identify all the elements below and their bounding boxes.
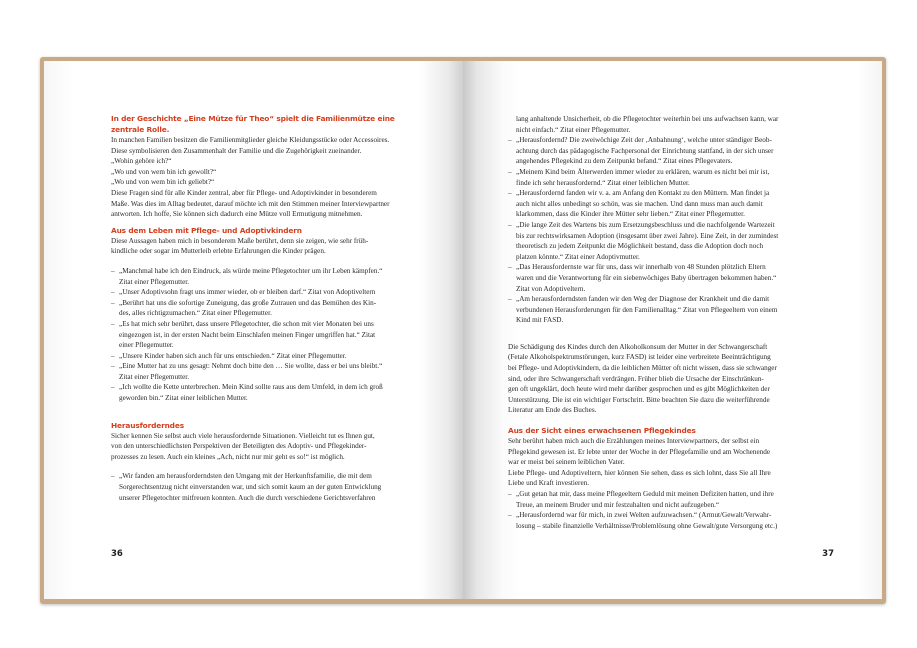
quote-line: Treue, an meinem Bruder und mir festzuhalten und nicht aufzugeben.“	[516, 500, 720, 509]
intro-line: „Wohin gehöre ich?“	[111, 157, 172, 166]
paragraph-line: prozesses zu lesen. Auch ein kleines „Ach, nicht nur mir geht es so!“ ist möglich.	[111, 452, 345, 461]
right-page-content	[508, 114, 826, 531]
quote-line: angehendes Pflegekind zu dem Zeitpunkt befand.“ Zitat eines Pflegevaters.	[516, 157, 733, 166]
quote-item: – „Herausfordernd fanden wir v. a. am Anfang den Kontakt zu den Müttern. Man findet ja auch nicht alles unbedingt so schön, was sie machen. Und dann muss man auch damit klarkommen, dass die Kinder ihre Mütter sehr lieben.“ Zitat einer Pflegemutter.	[508, 188, 826, 220]
quote-item: – „Herausfordernd? Die zweiwöchige Zeit der ‚Anbahnung‘, welche unter ständiger Beob- achtung durch das pädagogische Fachpersonal der Einrichtung stattfand, in der sich unser angehendes Pflegekind zu dem Zeitpunkt befand.“ Zitat eines Pflegevaters.	[508, 135, 826, 167]
section-heading-pflegekind: Aus der Sicht eines erwachsenen Pflegekindes	[508, 426, 696, 436]
quote-line: eingezogen ist, in der ersten Nacht beim Einschlafen meinen Finger umgriffen hat.“ Zitat	[119, 330, 376, 339]
quote-line: „Es hat mich sehr berührt, dass unsere Pflegetochter, die schon mit vier Monaten bei uns	[119, 319, 374, 328]
quote-line: lang anhaltende Unsicherheit, ob die Pflegetochter weiterhin bei uns aufwachsen kann, war	[516, 115, 779, 123]
quote-line: einer Pflegemutter.	[119, 341, 174, 350]
paragraph-line: gen oft ungeklärt, doch heute wird mehr darüber gesprochen und es gibt Möglichkeiten der	[508, 385, 770, 394]
paragraph-line: kindliche oder sogar im Mutterleib erlebte Erfahrungen die Kinder prägen.	[111, 247, 326, 256]
quote-item: – „Das Herausfordernste war für uns, dass wir innerhalb von 48 Stunden plötzlich Eltern waren und die Verantwortung für ein siebenwöchiges Baby übertragen bekommen haben.“ Zitat von Adoptiveltern.	[508, 262, 826, 294]
quote-line: Kind mit FASD.	[516, 316, 564, 325]
quote-line: „Herausfordernd war für mich, in zwei Welten aufzuwachsen.“ (Armut/Gewalt/Verwahr-	[516, 511, 772, 520]
quote-line: platzen könnte.“ Zitat einer Adoptivmutter.	[516, 252, 640, 261]
paragraph-line: Die Schädigung des Kindes durch den Alkoholkonsum der Mutter in der Schwangerschaft	[508, 342, 768, 351]
quote-item: – „Wir fanden am herausforderndsten den Umgang mit der Herkunftsfamilie, die mit dem Sorgerechtsentzug nicht einverstanden war, und sich somit kaum an der guten Entwicklung unserer Pflegetochter mitfreuen konnten. Auch die durch verschiedene Gerichtsverfahren	[111, 471, 423, 503]
quote-line: Zitat von Adoptiveltern.	[516, 284, 586, 293]
intro-line: Diese symbolisieren den Zusammenhalt der Familie und die Zugehörigkeit zueinander.	[111, 146, 362, 155]
right-page	[463, 61, 882, 599]
quote-line: achtung durch das pädagogische Fachpersonal der Einrichtung stattfand, in der sich unser	[516, 146, 774, 155]
paragraph-line: bei Pflege- und Adoptivkindern, da die leiblichen Mütter oft nicht wissen, dass sie schwanger	[508, 364, 777, 373]
quote-line: geworden bin.“ Zitat einer leiblichen Mutter.	[119, 394, 248, 403]
paragraph-line: sind, oder ihre Schwangerschaft verdrängen. Früher blieb die Ursache der Einschränkun-	[508, 374, 764, 383]
quote-line: verbundenen Herausforderungen für den Familienalltag.“ Zitat von Pflegeeltern von einem	[516, 305, 778, 314]
section-heading-leben: Aus dem Leben mit Pflege- und Adoptivkindern	[111, 225, 302, 235]
intro-line: Diese Fragen sind für alle Kinder zentral, aber für Pflege- und Adoptivkinder in besonderem	[111, 188, 377, 197]
open-book	[40, 57, 886, 604]
quote-item: – „Unser Adoptivsohn fragt uns immer wieder, ob er bleiben darf.“ Zitat von Adoptiveltern	[111, 287, 423, 298]
left-page	[44, 61, 463, 599]
quote-line: „Eine Mutter hat zu uns gesagt: Nehmt doch bitte den … Sie wollte, dass er bei uns bleibt.“	[119, 362, 383, 371]
section-heading-theo: In der Geschichte „Eine Mütze für Theo“ spielt die Familienmütze eine zentrale Rolle.	[111, 114, 395, 134]
quote-line: klarkommen, dass die Kinder ihre Mütter sehr lieben.“ Zitat einer Pflegemutter.	[516, 210, 745, 219]
quote-line: losung – stabile finanzielle Verhältnisse/Problemlösung ohne Gewalt/gute Versorgung etc.)	[516, 521, 778, 530]
paragraph-line: Pflegekind gewesen ist. Er lebte unter der Woche in der Pflegefamilie und am Wochenende	[508, 447, 771, 456]
quote-line: bis zur rechtswirksamen Adoption (insgesamt über zwei Jahre). Eine Zeit, in der zumindest	[516, 231, 779, 240]
quote-item: – „Es hat mich sehr berührt, dass unsere Pflegetochter, die schon mit vier Monaten bei uns eingezogen ist, in der ersten Nacht beim Einschlafen meinen Finger umgriffen hat.“ Zitat einer Pflegemutter.	[111, 319, 423, 351]
quote-item: – „Die lange Zeit des Wartens bis zum Ersetzungsbeschluss und die nachfolgende Wartezeit bis zur rechtswirksamen Adoption (insgesamt über zwei Jahre). Eine Zeit, in der zumindest theoretisch zu jedem Zeitpunkt die Möglichkeit bestand, dass die Adoption doch noch platzen könnte.“ Zitat einer Adoptivmutter.	[508, 220, 826, 262]
paragraph-line: Diese Aussagen haben mich in besonderem Maße berührt, denn sie zeigen, wie sehr früh-	[111, 236, 369, 245]
quote-line: „Das Herausfordernste war für uns, dass wir innerhalb von 48 Stunden plötzlich Eltern	[516, 263, 766, 272]
intro-line: Maße. Was dies im Alltag bedeutet, darauf möchte ich mit den Stimmen meiner Interviewpartner	[111, 199, 390, 208]
page-number-right: 37	[822, 549, 834, 559]
quote-line: finde ich sehr herausfordernd.“ Zitat einer leiblichen Mutter.	[516, 178, 690, 187]
quote-line: „Herausfordernd? Die zweiwöchige Zeit der ‚Anbahnung‘, welche unter ständiger Beob-	[516, 136, 772, 145]
quote-item: – „Unsere Kinder haben sich auch für uns entschieden.“ Zitat einer Pflegemutter.	[111, 351, 423, 362]
quote-line: „Die lange Zeit des Wartens bis zum Ersetzungsbeschluss und die nachfolgende Wartezeit	[516, 220, 775, 229]
quote-item: – „Ich wollte die Kette unterbrechen. Mein Kind sollte raus aus dem Umfeld, in dem ich groß geworden bin.“ Zitat einer leiblichen Mutter.	[111, 382, 423, 403]
intro-line: antworten. Ich hoffe, Sie können sich dadurch eine Mütze voll Ermutigung mitnehmen.	[111, 210, 363, 219]
quote-line: nicht einfach.“ Zitat einer Pflegemutter.	[516, 125, 631, 134]
quote-line: „Am herausforderndsten fanden wir den Weg der Diagnose der Krankheit und die damit	[516, 295, 770, 304]
quote-line: theoretisch zu jedem Zeitpunkt die Möglichkeit bestand, dass die Adoption doch noch	[516, 242, 764, 251]
quote-line: „Manchmal habe ich den Eindruck, als würde meine Pflegetochter um ihr Leben kämpfen.“	[119, 266, 383, 275]
quote-line: „Gut getan hat mir, dass meine Pflegeeltern Geduld mit meinen Defiziten hatten, und ihre	[516, 490, 774, 498]
quote-line: „Ich wollte die Kette unterbrechen. Mein Kind sollte raus aus dem Umfeld, in dem ich groß	[119, 383, 383, 392]
paragraph-line: war er meist bei seinem leiblichen Vater.	[508, 458, 625, 467]
paragraph-line: Sicher kennen Sie selbst auch viele herausfordernde Situationen. Vielleicht tut es Ihnen gut,	[111, 431, 375, 440]
quote-line: „Herausfordernd fanden wir v. a. am Anfang den Kontakt zu den Müttern. Man findet ja	[516, 189, 770, 198]
paragraph-line: Sehr berührt haben mich auch die Erzählungen meines Interviewpartners, der selbst ein	[508, 437, 760, 446]
paragraph-line: Liebe Pflege- und Adoptiveltern, hier können Sie sehen, dass es sich lohnt, dass Sie all Ihre	[508, 468, 771, 477]
quote-continuation	[508, 114, 826, 135]
quote-line: waren und die Verantwortung für ein siebenwöchiges Baby übertragen bekommen haben.“	[516, 273, 777, 282]
intro-line: „Wo und von wem bin ich geliebt?“	[111, 178, 215, 187]
quote-line: „Unsere Kinder haben sich auch für uns entschieden.“ Zitat einer Pflegemutter.	[119, 351, 347, 360]
quote-line: unserer Pflegetochter mitfreuen konnten. Auch die durch verschiedene Gerichtsverfahren	[119, 493, 376, 502]
page-number-left: 36	[111, 549, 123, 559]
quote-line: Sorgerechtsentzug nicht einverstanden war, und sich somit kaum an der guten Entwicklung	[119, 483, 382, 492]
quote-line: Zitat einer Pflegemutter.	[119, 372, 190, 381]
paragraph-line: (Fetale Alkoholspektrumstörungen, kurz FASD) ist leider eine verbreitete Beeinträchtigung	[508, 353, 771, 362]
quote-item: – „Gut getan hat mir, dass meine Pflegeeltern Geduld mit meinen Defiziten hatten, und ihre Treue, an meinem Bruder und mir festzuhalten und nicht aufzugeben.“	[508, 489, 826, 510]
paragraph-line: Unterstützung. Die ist ein wichtiger Fortschritt. Bitte beachten Sie dazu die weiterführende	[508, 395, 770, 404]
paragraph-line: Liebe und Kraft investieren.	[508, 479, 590, 488]
quote-item: – „Herausfordernd war für mich, in zwei Welten aufzuwachsen.“ (Armut/Gewalt/Verwahr- losung – stabile finanzielle Verhältnisse/Problemlösung ohne Gewalt/gute Versorgung etc.)	[508, 510, 826, 531]
quote-line: „Wir fanden am herausforderndsten den Umgang mit der Herkunftsfamilie, die mit dem	[119, 472, 372, 481]
quote-line: „Berührt hat uns die sofortige Zuneigung, das große Zutrauen und das Bemühen des Kin-	[119, 298, 377, 307]
quote-item: – „Meinem Kind beim Älterwerden immer wieder zu erklären, warum es nicht bei mir ist, finde ich sehr herausfordernd.“ Zitat einer leiblichen Mutter.	[508, 167, 826, 188]
intro-line: „Wo und von wem bin ich gewollt?“	[111, 167, 217, 176]
quote-line: Zitat einer Pflegemutter.	[119, 277, 190, 286]
quote-item: – „Berührt hat uns die sofortige Zuneigung, das große Zutrauen und das Bemühen des Kin- des, alles richtigzumachen.“ Zitat einer Pflegemutter.	[111, 298, 423, 319]
quote-line: „Meinem Kind beim Älterwerden immer wieder zu erklären, warum es nicht bei mir ist,	[516, 167, 770, 176]
paragraph-line: von den unterschiedlichsten Perspektiven der Beteiligten des Adoptiv- und Pflegekinder-	[111, 442, 367, 451]
quote-line: „Unser Adoptivsohn fragt uns immer wieder, ob er bleiben darf.“ Zitat von Adoptiveltern	[119, 288, 376, 297]
intro-line: In manchen Familien besitzen die Familienmitglieder gleiche Kleidungsstücke oder Accessoires.	[111, 136, 390, 144]
paragraph-line: Literatur am Ende des Buches.	[508, 406, 597, 415]
quote-item: – „Eine Mutter hat zu uns gesagt: Nehmt doch bitte den … Sie wollte, dass er bei uns bleibt.“ Zitat einer Pflegemutter.	[111, 361, 423, 382]
left-page-content	[111, 113, 423, 503]
quote-item: – „Manchmal habe ich den Eindruck, als würde meine Pflegetochter um ihr Leben kämpfen.“ Zitat einer Pflegemutter.	[111, 266, 423, 287]
quote-line: des, alles richtigzumachen.“ Zitat einer Pflegemutter.	[119, 309, 272, 318]
section-heading-herausforderndes: Herausforderndes	[111, 420, 184, 430]
quote-line: auch nicht alles unbedingt so schön, was sie machen. Und dann muss man auch damit	[516, 199, 763, 208]
quote-item: – „Am herausforderndsten fanden wir den Weg der Diagnose der Krankheit und die damit verbundenen Herausforderungen für den Familienalltag.“ Zitat von Pflegeeltern von einem Kind mit FASD.	[508, 294, 826, 326]
